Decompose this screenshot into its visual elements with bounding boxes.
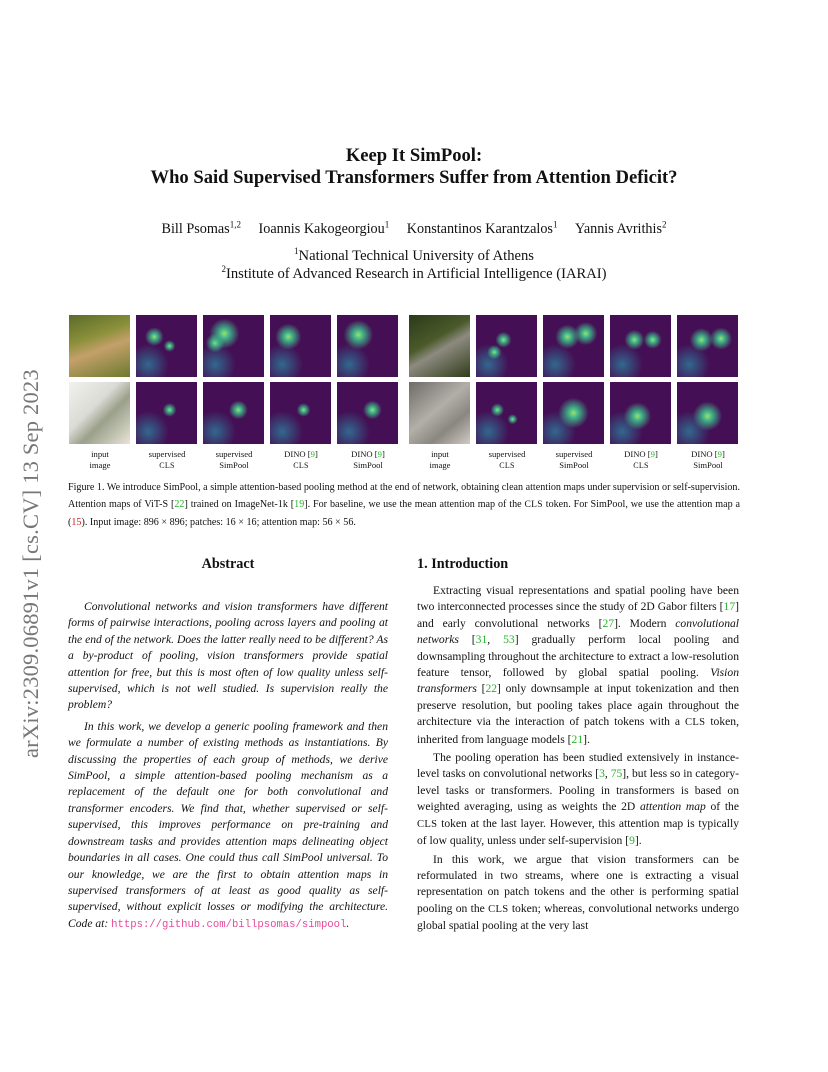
citation-link[interactable]: 27: [602, 616, 615, 630]
figure-attention-maps: [69, 315, 740, 470]
cls-token-label: CLS: [488, 903, 509, 915]
citation-link[interactable]: 9: [717, 449, 722, 459]
attention-map-thumbnail: [677, 382, 738, 444]
caption-line: DINO [9]: [691, 449, 725, 459]
caption-line: supervised: [488, 449, 526, 459]
caption-line: SimPool: [559, 460, 589, 470]
citation-link[interactable]: 21: [571, 732, 584, 746]
intro-paragraph: In this work, we argue that vision transformers can be reformulated in two streams, where one is extracting a visual representation on patch tokens and the other is performing spatial pooling on the CLS token; whereas, convolutional networks undergo global spatial pooling at the very last: [417, 852, 739, 933]
attention-map-thumbnail: [610, 382, 671, 444]
citation-link[interactable]: 53: [503, 633, 515, 647]
figure-column-caption: [333, 449, 403, 471]
intro-paragraph: The pooling operation has been studied extensively in instance-level tasks on convolutional networks [3, 75], but less so in category-level tasks or transformers. Pooling in transformers is based on weighted averaging, using as weights the 2D attention map of the CLS token at the last layer. However, this attention map is typically of low quality, unless under self-supervision [9].: [417, 751, 739, 848]
citation-link[interactable]: 9: [650, 449, 655, 459]
intro-paragraph: Extracting visual representations and spatial pooling have been two interconnected processes since the study of 2D Gabor filters [17] and early convolutional networks [27]. Modern convolutional networks [31, 53] gradually perform local pooling and downsampling throughout the architecture to extract a low-resolution feature tensor, followed by global spatial pooling. Vision transformers [22] only downsample at input tokenization and then preserve resolution, but pooling takes place again throughout the architecture via the interaction of patch tokens with a CLS token, inherited from language models [21].: [417, 584, 740, 746]
attention-map-thumbnail: [136, 382, 197, 444]
author: Bill Psomas$^{1,2}$: [161, 219, 241, 237]
citation-link[interactable]: 22: [485, 682, 498, 696]
attention-map-thumbnail: [270, 382, 331, 444]
affiliation: $^2$Institute of Advanced Research in Artificial Intelligence (IARAI): [221, 264, 607, 282]
abstract-heading: Abstract: [201, 556, 255, 572]
paper-title-line-1: Keep It SimPool:: [345, 145, 483, 166]
citation-link[interactable]: 9: [310, 449, 315, 459]
input-image-thumbnail: [409, 315, 470, 377]
caption-line: SimPool: [219, 460, 249, 470]
cls-token-label: CLS: [524, 500, 543, 510]
attention-map-thumbnail: [677, 315, 738, 377]
cls-token-label: CLS: [417, 818, 438, 830]
citation-link[interactable]: 22: [174, 499, 185, 510]
caption-line: DINO [9]: [351, 449, 385, 459]
caption-line: CLS: [633, 461, 649, 470]
author-list: [60, 219, 768, 238]
caption-line: CLS: [159, 461, 175, 470]
caption-line: DINO [9]: [284, 449, 318, 459]
caption-line: image: [89, 460, 111, 470]
cls-token-label: CLS: [685, 717, 706, 729]
caption-line: SimPool: [693, 460, 723, 470]
caption-line: DINO [9]: [624, 449, 658, 459]
equation-link[interactable]: 15: [71, 517, 82, 528]
citation-link[interactable]: 17: [723, 600, 736, 614]
attention-map-thumbnail: [337, 315, 398, 377]
paper-title-line-2: Who Said Supervised Transformers Suffer from Attention Deficit?: [150, 167, 678, 188]
arxiv-side-stamp: [12, 300, 52, 770]
abstract-paragraph: Convolutional networks and vision transformers have different forms of pairwise interactions, pooling across layers and pooling at the end of the network. Does the latter really need to be different? As a by-product of pooling, vision transformers provide spatial attention for free, but this is most often of low quality unless self-supervised, which is not well studied. Is supervision really the problem?: [68, 600, 388, 712]
attention-map-thumbnail: [337, 382, 398, 444]
caption-line: supervised: [555, 449, 593, 459]
figure-column-caption: [673, 449, 743, 471]
abstract-paragraph: In this work, we develop a generic pooling framework and then we formulate a number of existing methods as instantiations. By discussing the properties of each group of methods, we derive SimPool, a simple attention-based pooling mechanism as a replacement of the default one for both convolutional and transformer encoders. We find that, whether supervised or self-supervised, this improves performance on pre-training and downstream tasks and provides attention maps delineating object boundaries in all cases. One could thus call SimPool universal. To our knowledge, we are the first to obtain attention maps in supervised transformers of at least as good quality as self-supervised, without explicit losses or modifying the architecture. Code at: https://github.com/billpsomas/simpool.: [68, 719, 388, 931]
caption-line: input: [91, 449, 109, 459]
attention-map-thumbnail: [203, 382, 264, 444]
figure-column-caption: [266, 449, 336, 471]
attention-map-thumbnail: [203, 315, 264, 377]
author: Konstantinos Karantzalos$^1$: [406, 219, 558, 237]
code-url-link[interactable]: https://github.com/billpsomas/simpool: [111, 918, 347, 931]
attention-map-thumbnail: [543, 315, 604, 377]
citation-link[interactable]: 9: [629, 834, 635, 848]
input-image-thumbnail: [69, 315, 130, 377]
caption-line: supervised: [148, 449, 186, 459]
figure-column-caption: [65, 449, 135, 471]
caption-line: SimPool: [353, 460, 383, 470]
introduction-body: [417, 583, 739, 935]
abstract-body: [68, 599, 388, 933]
author: Yannis Avrithis$^2$: [575, 219, 667, 237]
figure-column-caption: [472, 449, 542, 471]
caption-line: supervised: [215, 449, 253, 459]
attention-map-thumbnail: [476, 315, 537, 377]
affiliation: $^1$National Technical University of Athens: [294, 246, 534, 264]
figure-column-caption: [199, 449, 269, 471]
attention-map-thumbnail: [476, 382, 537, 444]
attention-map-thumbnail: [610, 315, 671, 377]
figure-column-caption: [405, 449, 475, 471]
figure-column-caption: [539, 449, 609, 471]
citation-link[interactable]: 19: [294, 499, 305, 510]
input-image-thumbnail: [409, 382, 470, 444]
caption-line: CLS: [499, 461, 515, 470]
citation-link[interactable]: 3: [599, 767, 605, 781]
introduction-heading: 1. Introduction: [417, 556, 509, 572]
attention-map-thumbnail: [136, 315, 197, 377]
figure-column-caption: [132, 449, 202, 471]
citation-link[interactable]: 31: [475, 633, 488, 647]
figure-column-caption: [606, 449, 676, 471]
caption-line: input: [431, 449, 449, 459]
caption-line: CLS: [293, 461, 309, 470]
attention-map-thumbnail: [270, 315, 331, 377]
input-image-thumbnail: [69, 382, 130, 444]
figure-caption: Figure 1. We introduce SimPool, a simple attention-based pooling method at the end of network, obtaining clean attention maps under supervision or self-supervision. Attention maps of ViT-S [22] trained on ImageNet-1k [19]. For baseline, we use the mean attention map of the CLS token. For SimPool, we use the attention map a (15). Input image: 896 × 896; patches: 16 × 16; attention map: 56 × 56.: [68, 482, 740, 528]
author: Ioannis Kakogeorgiou$^1$: [258, 219, 390, 237]
citation-link[interactable]: 9: [377, 449, 382, 459]
arxiv-identifier[interactable]: arXiv:2309.06891v1 [cs.CV] 13 Sep 2023: [18, 369, 43, 758]
attention-map-thumbnail: [543, 382, 604, 444]
citation-link[interactable]: 75: [610, 767, 623, 781]
caption-line: image: [429, 460, 451, 470]
